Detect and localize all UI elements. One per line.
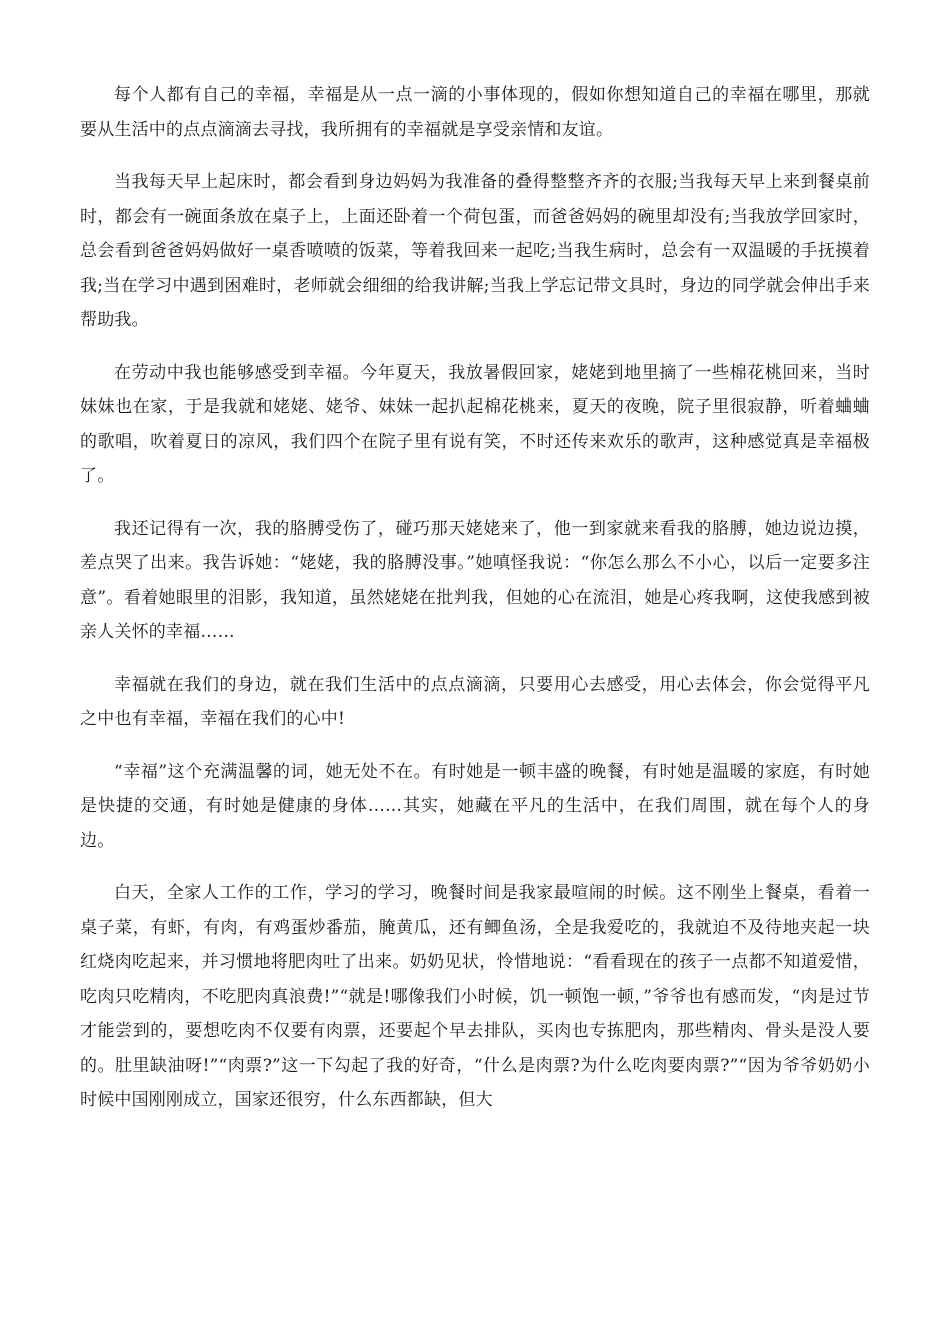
paragraph-4: 我还记得有一次，我的胳膊受伤了，碰巧那天姥姥来了，他一到家就来看我的胳膊，她边说边摸，差点哭了出来。我告诉她：“姥姥，我的胳膊没事。”她嗔怪我说：“你怎么那么不小心，以后一定要多注意”。看着她眼里的泪影，我知道，虽然姥姥在批判我，但她的心在流泪，她是心疼我啊，这使我感到被亲人关怀的幸福……	[80, 518, 870, 642]
paragraph-6: “幸福”这个充满温馨的词，她无处不在。有时她是一顿丰盛的晚餐，有时她是温暖的家庭，有时她是快捷的交通，有时她是健康的身体……其实，她藏在平凡的生活中，在我们周围，就在每个人的身边。	[80, 761, 870, 851]
paragraph-5: 幸福就在我们的身边，就在我们生活中的点点滴滴，只要用心去感受，用心去体会，你会觉得平凡之中也有幸福，幸福在我们的心中!	[80, 674, 870, 729]
paragraph-3: 在劳动中我也能够感受到幸福。今年夏天，我放暑假回家，姥姥到地里摘了一些棉花桃回来，当时妹妹也在家，于是我就和姥姥、姥爷、妹妹一起扒起棉花桃来，夏天的夜晚，院子里很寂静，听着蛐蛐的歌唱，吹着夏日的凉风，我们四个在院子里有说有笑，不时还传来欢乐的歌声，这种感觉真是幸福极了。	[80, 362, 870, 486]
paragraph-1: 每个人都有自己的幸福，幸福是从一点一滴的小事体现的，假如你想知道自己的幸福在哪里，那就要从生活中的点点滴滴去寻找，我所拥有的幸福就是享受亲情和友谊。	[80, 85, 870, 140]
paragraph-7: 白天，全家人工作的工作，学习的学习，晚餐时间是我家最喧闹的时候。这不刚坐上餐桌，看着一桌子菜，有虾，有肉，有鸡蛋炒番茄，腌黄瓜，还有鲫鱼汤，全是我爱吃的，我就迫不及待地夹起一块红烧肉吃起来，并习惯地将肥肉吐了出来。奶奶见状，怜惜地说：“看看现在的孩子一点都不知道爱惜，吃肉只吃精肉，不吃肥肉真浪费!”“就是!哪像我们小时候，饥一顿饱一顿，”爷爷也有感而发，“肉是过节才能尝到的，要想吃肉不仅要有肉票，还要起个早去排队，买肉也专拣肥肉，那些精肉、骨头是没人要的。肚里缺油呀!”“肉票?”这一下勾起了我的好奇，“什么是肉票?为什么吃肉要肉票?”“因为爷爷奶奶小时候中国刚刚成立，国家还很穷，什么东西都缺，但大	[80, 883, 870, 1110]
paragraph-2: 当我每天早上起床时，都会看到身边妈妈为我准备的叠得整整齐齐的衣服;当我每天早上来到餐桌前时，都会有一碗面条放在桌子上，上面还卧着一个荷包蛋，而爸爸妈妈的碗里却没有;当我放学回家时，总会看到爸爸妈妈做好一桌香喷喷的饭菜，等着我回来一起吃;当我生病时，总会有一双温暖的手抚摸着我;当在学习中遇到困难时，老师就会细细的给我讲解;当我上学忘记带文具时，身边的同学就会伸出手来帮助我。	[80, 172, 870, 330]
